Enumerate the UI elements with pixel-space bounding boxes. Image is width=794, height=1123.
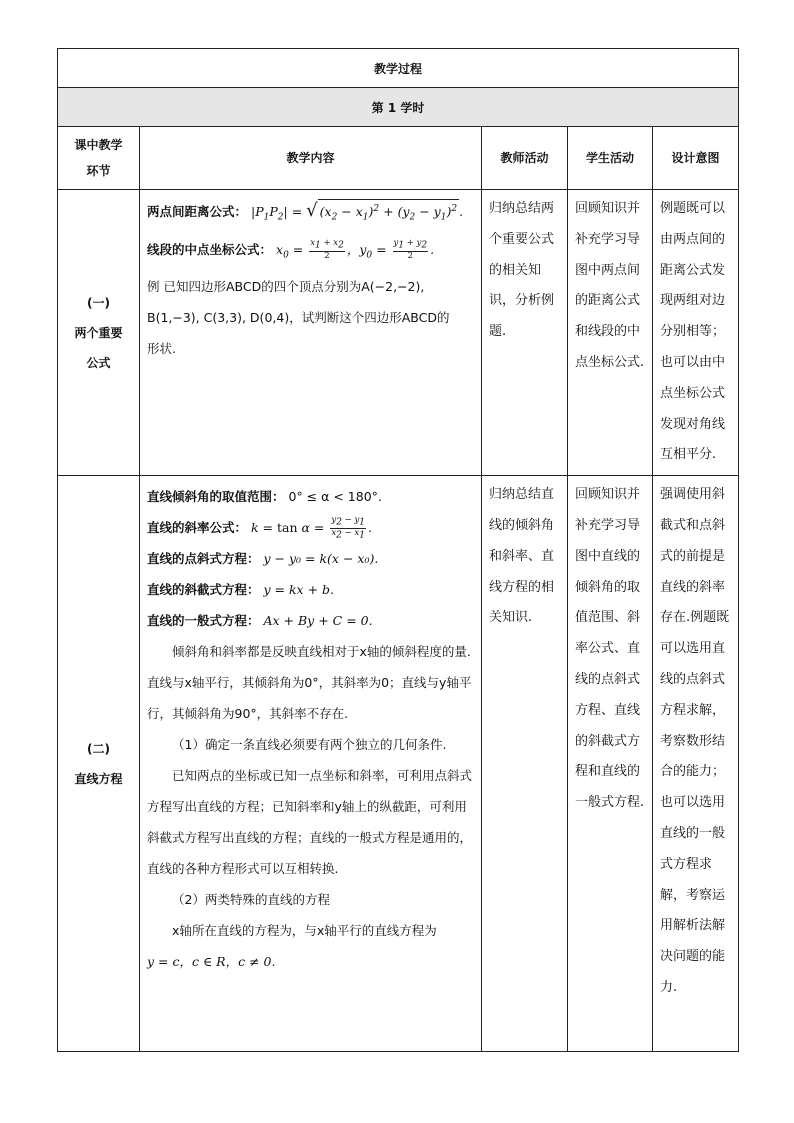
angle-line [147, 481, 475, 512]
table-title: 教学过程 [58, 49, 739, 88]
general-label: 直线的一般式方程： [147, 613, 260, 629]
general-line [147, 605, 475, 636]
period-label: 第 1 学时 [58, 88, 739, 127]
point-slope-label: 直线的点斜式方程： [147, 551, 260, 567]
header-phase-line2: 环节 [86, 164, 111, 178]
slope-formula: k = tan α = $\frac{y2 - y1}{x2 - x1}$ . [251, 515, 372, 541]
slope-intercept-formula: y = kx + b. [263, 582, 335, 598]
paragraph-special-lines: x轴所在直线的方程为，与x轴平行的直线方程为 [172, 923, 437, 939]
section1-phase [58, 190, 140, 476]
slope-line [147, 512, 475, 543]
section1-row [58, 190, 739, 476]
section1-phase-line1: (一) [87, 295, 110, 310]
header-student: 学生活动 [568, 127, 653, 190]
point-slope-line [147, 543, 475, 574]
header-content: 教学内容 [140, 127, 482, 190]
example-line2: B(1,−3), C(3,3), D(0,4)，试判断这个四边形ABCD的 [147, 310, 450, 325]
slope-intercept-label: 直线的斜截式方程： [147, 582, 260, 598]
angle-formula: 0° ≤ α < 180°. [288, 489, 382, 505]
section2-phase [58, 476, 140, 1052]
point-one: （1）确定一条直线必须要有两个独立的几何条件. [172, 737, 447, 753]
section2-student: 回顾知识并补充学习导图中直线的倾斜角的取值范围、斜率公式、直线的点斜式方程、直线的斜截式方程和直线的一般式方程. [568, 476, 653, 1052]
section2-phase-line2: 直线方程 [74, 771, 123, 786]
lesson-plan-sheet [57, 48, 738, 1052]
point-slope-formula: y − y₀ = k(x − x₀). [263, 551, 379, 567]
section2-row [58, 476, 739, 1052]
slope-intercept-line [147, 574, 475, 605]
section2-phase-line1: (二) [87, 741, 110, 756]
section2-teacher: 归纳总结直线的倾斜角和斜率、直线方程的相关知识. [482, 476, 568, 1052]
paragraph-angle-slope: 倾斜角和斜率都是反映直线相对于x轴的倾斜程度的量. 直线与x轴平行，其倾斜角为0°，其斜率为0；直线与y轴平行，其倾斜角为90°，其斜率不存在. [147, 644, 472, 722]
section1-student: 回顾知识并补充学习导图中两点间的距离公式和线段的中点坐标公式. [568, 190, 653, 476]
example-line3: 形状. [147, 341, 176, 356]
special-line-formula: y = c，c ∈ R，c ≠ 0. [147, 954, 276, 970]
midpoint-formula-line [147, 234, 475, 272]
section1-phase-line2: 两个重要 [74, 325, 123, 340]
teaching-process-table [57, 48, 739, 1052]
header-teacher: 教师活动 [482, 127, 568, 190]
section1-intent: 例题既可以由两点间的距离公式发现两组对边分别相等；也可以由中点坐标公式发现对角线互相平分. [653, 190, 739, 476]
midpoint-formula: $x_0$ = $\frac{x1 + x2}{2}$ ，$y_0$ = $\frac{y1 + y2}{2}$ . [276, 238, 435, 261]
section1-teacher: 归纳总结两个重要公式的相关知识，分析例题. [482, 190, 568, 476]
section2-content [140, 476, 482, 1052]
distance-formula-line [147, 195, 475, 234]
slope-label: 直线的斜率公式： [147, 520, 248, 536]
header-phase-line1: 课中教学 [74, 138, 123, 152]
header-intent: 设计意图 [653, 127, 739, 190]
general-formula: Ax + By + C = 0. [263, 613, 373, 629]
distance-label: 两点间距离公式： [147, 204, 248, 219]
section2-intent: 强调使用斜截式和点斜式的前提是直线的斜率存在.例题既可以选用直线的点斜式方程求解，考察数形结合的能力；也可以选用直线的一般式方程求解，考察运用解析法解决问题的能力. [653, 476, 739, 1052]
header-phase [58, 127, 140, 190]
section1-phase-line3: 公式 [86, 355, 111, 370]
point-two: （2）两类特殊的直线的方程 [172, 892, 330, 908]
section1-content [140, 190, 482, 476]
paragraph-equation-forms: 已知两点的坐标或已知一点坐标和斜率，可利用点斜式方程写出直线的方程；已知斜率和y轴上的纵截距，可利用斜截式方程写出直线的方程；直线的一般式方程是通用的，直线的各种方程形式可以互相转换. [147, 768, 473, 877]
angle-label: 直线倾斜角的取值范围： [147, 489, 285, 505]
example-line1: 例 已知四边形ABCD的四个顶点分别为A(−2,−2), [147, 279, 425, 294]
midpoint-label: 线段的中点坐标公式： [147, 241, 273, 257]
distance-formula: $|P_1P_2|$ = √ $(x_2 - x_1)^2 + (y_2 - y_1)^2$ . [251, 204, 463, 219]
